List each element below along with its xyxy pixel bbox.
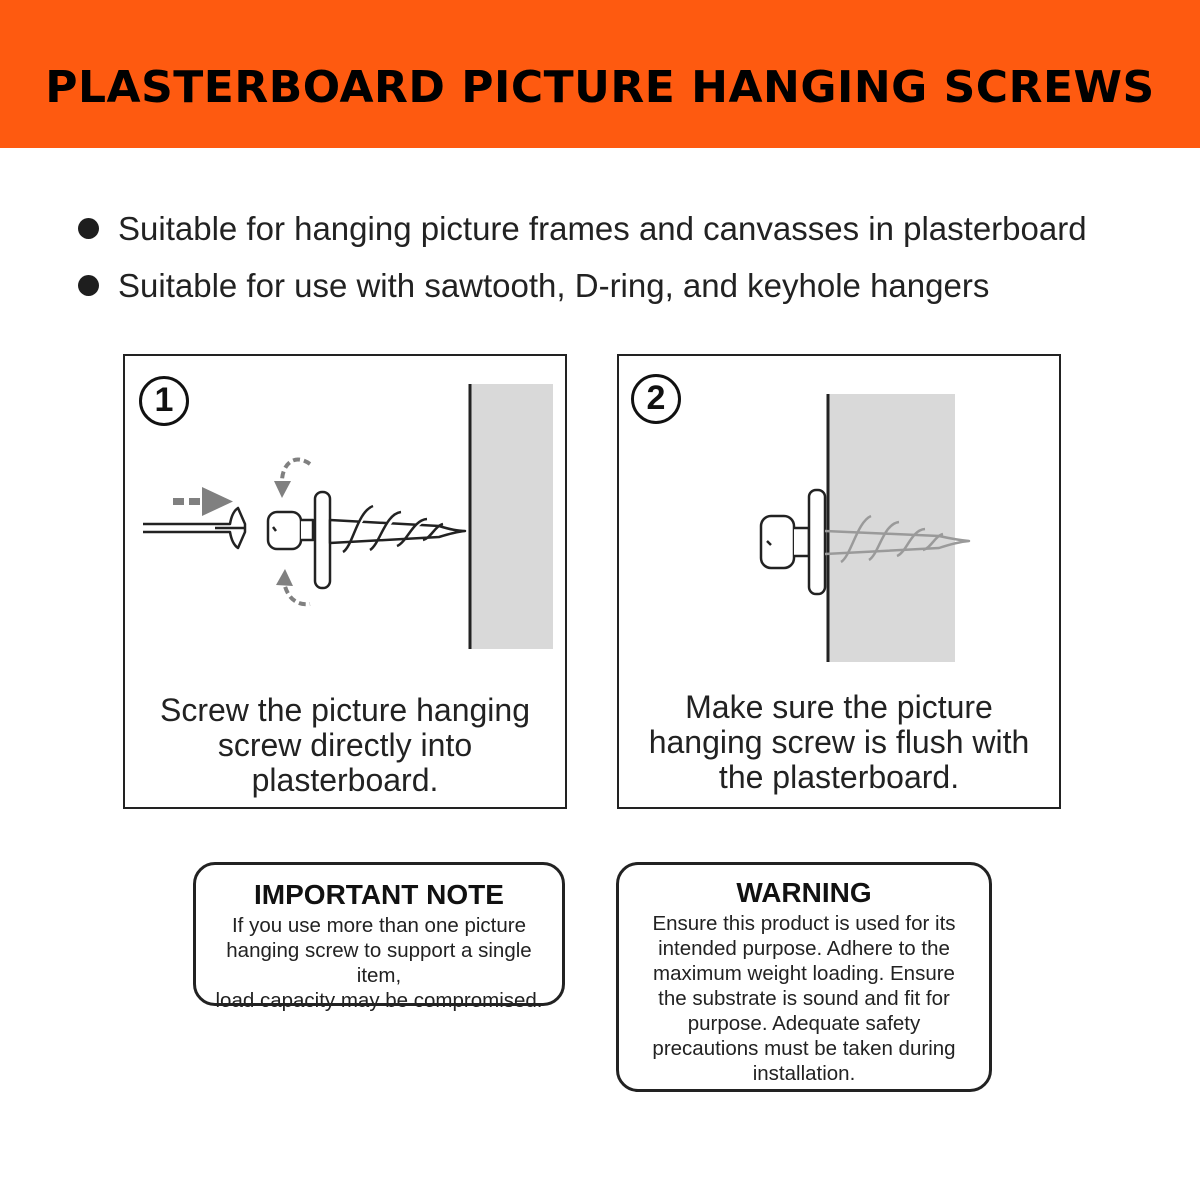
push-arrow-icon: [173, 487, 233, 516]
caption-line: plasterboard.: [251, 762, 439, 798]
step-number-badge: 1: [139, 376, 189, 426]
screwdriver-icon: [143, 508, 245, 548]
caption-line: hanging screw is flush with: [648, 724, 1030, 760]
feature-text: Suitable for use with sawtooth, D-ring, and keyhole hangers: [118, 266, 990, 304]
note-line: If you use more than one picture: [231, 914, 526, 937]
step-1-panel: [123, 354, 567, 809]
bullet-dot-icon: [78, 275, 99, 296]
note-body: [196, 913, 562, 1013]
caption-line: Screw the picture hanging: [160, 692, 530, 728]
note-line: hanging screw to support a single item,: [226, 939, 532, 987]
page-title: PLASTERBOARD PICTURE HANGING SCREWS: [45, 62, 1155, 113]
screw-head-icon: [761, 490, 825, 594]
step-caption: [619, 690, 1059, 795]
feature-list: [78, 200, 1178, 314]
warning-line: purpose. Adequate safety: [687, 1012, 921, 1035]
feature-item: [78, 200, 1178, 257]
plasterboard-icon: [471, 384, 553, 649]
step-2-panel: [617, 354, 1061, 809]
warning-line: intended purpose. Adhere to the: [658, 937, 950, 960]
warning-body: [619, 911, 989, 1086]
caption-line: Make sure the picture: [685, 689, 993, 725]
screw-icon: [268, 492, 465, 588]
title-banner: [0, 0, 1200, 148]
note-line: load capacity may be compromised.: [215, 989, 543, 1012]
warning-title: WARNING: [736, 877, 872, 908]
note-title: IMPORTANT NOTE: [254, 879, 504, 910]
warning-box: [616, 862, 992, 1092]
plasterboard-icon: [829, 394, 955, 662]
step-number-badge: 2: [631, 374, 681, 424]
feature-text: Suitable for hanging picture frames and canvasses in plasterboard: [118, 209, 1087, 247]
caption-line: screw directly into: [217, 727, 473, 763]
caption-line: the plasterboard.: [718, 759, 960, 795]
warning-line: the substrate is sound and fit for: [658, 987, 950, 1010]
feature-item: [78, 257, 1178, 314]
step-caption: [125, 693, 565, 798]
warning-line: Ensure this product is used for its: [652, 912, 956, 935]
warning-line: precautions must be taken during: [652, 1037, 956, 1060]
important-note-box: [193, 862, 565, 1012]
bullet-dot-icon: [78, 218, 99, 239]
warning-line: installation.: [752, 1062, 856, 1085]
warning-line: maximum weight loading. Ensure: [653, 962, 955, 985]
